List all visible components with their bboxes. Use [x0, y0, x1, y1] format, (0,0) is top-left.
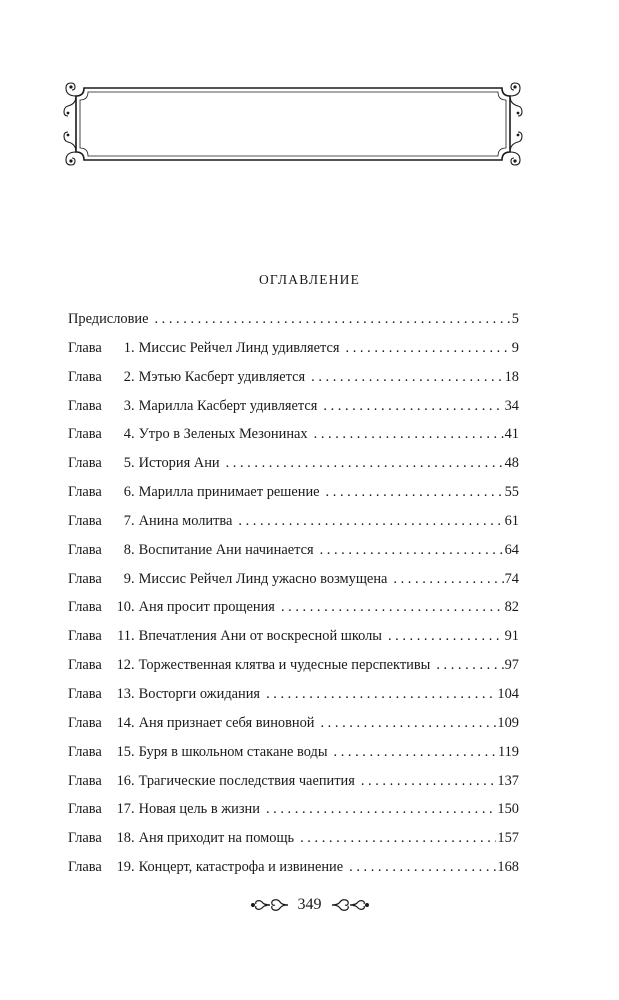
toc-entry-title: Утро в Зеленых Мезонинах: [138, 426, 308, 443]
toc-entry-page: 5: [511, 311, 519, 327]
toc-entry-page: 9: [511, 339, 519, 356]
toc-dot-leader: [393, 571, 503, 588]
toc-entry-page: 41: [504, 426, 519, 443]
toc-entry-prefix: Глава: [68, 368, 102, 385]
toc-entry-number: 17: [116, 801, 131, 818]
toc-entry-title: Аня признает себя виновной: [138, 714, 315, 731]
toc-entry-page: 34: [504, 397, 519, 414]
toc-dot-leader: [226, 455, 504, 472]
page-footer: [0, 896, 619, 914]
toc-entry-title: Новая цель в жизни: [138, 801, 260, 818]
toc-entry-page: 48: [504, 455, 519, 472]
toc-entry: [68, 455, 519, 484]
toc-entry: [68, 513, 519, 542]
toc-entry-number: 3: [123, 397, 131, 414]
toc-entry: [68, 542, 519, 571]
toc-entry: [68, 830, 519, 859]
toc-dot-leader: [314, 426, 504, 443]
toc-dot-leader: [388, 628, 504, 645]
toc-entry-number: 5: [123, 455, 131, 472]
toc-entry-number: 9: [123, 570, 131, 587]
toc-entry-title: Марилла Касберт удивляется: [138, 397, 318, 414]
toc-entry-number-dot: .: [131, 628, 135, 645]
toc-entry: [68, 340, 519, 369]
toc-entry-number: 4: [123, 426, 131, 443]
toc-entry-number-dot: .: [131, 685, 135, 702]
toc-entry-title: Буря в школьном стакане воды: [138, 743, 328, 760]
toc-entry-prefix: Глава: [68, 512, 102, 529]
toc-entry-number: 13: [116, 685, 131, 702]
toc-dot-leader: [238, 513, 503, 530]
toc-entry: [68, 311, 519, 340]
toc-entry-number: 2: [123, 368, 131, 385]
toc-dot-leader: [320, 542, 504, 559]
toc-entry-number-dot: .: [131, 599, 135, 616]
flourish-left-icon: [250, 897, 290, 913]
toc-entry-title: Трагические последствия чаепития: [138, 772, 355, 789]
toc-dot-leader: [323, 398, 503, 415]
toc-entry-number: 19: [116, 859, 131, 876]
toc-entry-page: 119: [497, 743, 519, 760]
toc-entry-prefix: Глава: [68, 599, 102, 616]
toc-entry-number: 14: [116, 714, 131, 731]
toc-entry: [68, 715, 519, 744]
toc-entry-prefix: Глава: [68, 801, 102, 818]
toc-entry: [68, 859, 519, 888]
toc-entry-prefix: Глава: [68, 455, 102, 472]
toc-entry-prefix: Глава: [68, 628, 102, 645]
toc-entry: [68, 369, 519, 398]
ornamental-frame-icon: [62, 82, 524, 166]
toc-entry-number-dot: .: [131, 772, 135, 789]
toc-entry-number-dot: .: [131, 512, 135, 529]
toc-entry-number: 15: [116, 743, 131, 760]
toc-entry-prefix: Глава: [68, 570, 102, 587]
toc-entry-title: Аня приходит на помощь: [138, 830, 295, 847]
toc-entry-number-dot: .: [131, 339, 135, 356]
toc-dot-leader: [326, 484, 504, 501]
toc-entry-number-dot: .: [131, 743, 135, 760]
toc-entry-page: 168: [497, 859, 519, 876]
toc-entry-prefix: Предисловие: [68, 311, 149, 327]
toc-entry-number-dot: .: [131, 859, 135, 876]
toc-entry: [68, 744, 519, 773]
toc-entry-number-dot: .: [131, 570, 135, 587]
toc-entry-page: 150: [497, 801, 519, 818]
toc-dot-leader: [266, 686, 496, 703]
toc-entry-prefix: Глава: [68, 830, 102, 847]
toc-entry-number-dot: .: [131, 714, 135, 731]
toc-entry: [68, 628, 519, 657]
toc-entry: [68, 484, 519, 513]
toc-entry-title: Миссис Рейчел Линд удивляется: [138, 339, 340, 356]
toc-dot-leader: [266, 801, 496, 818]
flourish-right-icon: [330, 897, 370, 913]
toc-entry-number-dot: .: [131, 657, 135, 674]
toc-entry-number-dot: .: [131, 397, 135, 414]
toc-dot-leader: [346, 340, 511, 357]
toc-entry-title: Аня просит прощения: [138, 599, 275, 616]
toc-entry-number-dot: .: [131, 801, 135, 818]
toc-entry-number-dot: .: [131, 426, 135, 443]
toc-entry-prefix: Глава: [68, 397, 102, 414]
toc-entry-page: 64: [504, 541, 519, 558]
toc-entry: [68, 657, 519, 686]
toc-entry-prefix: Глава: [68, 339, 102, 356]
toc-heading: ОГЛАВЛЕНИЕ: [258, 272, 361, 287]
toc-entry-page: 61: [504, 512, 519, 529]
toc-dot-leader: [361, 773, 497, 790]
toc-entry-title: Концерт, катастрофа и извинение: [138, 859, 344, 876]
toc-entry-number-dot: .: [131, 368, 135, 385]
toc-entry-prefix: Глава: [68, 714, 102, 731]
toc-entry: [68, 398, 519, 427]
toc-dot-leader: [281, 599, 504, 616]
toc-entry-page: 82: [504, 599, 519, 616]
toc-entry: [68, 686, 519, 715]
toc-entry-number-dot: .: [131, 541, 135, 558]
toc-entry-title: Торжественная клятва и чудесные перспективы: [138, 657, 431, 674]
toc-entry-number: 16: [116, 772, 131, 789]
toc-entry-title: Воспитание Ани начинается: [138, 541, 314, 558]
toc-entry-number-dot: .: [131, 484, 135, 501]
toc-entry-title: Анина молитва: [138, 512, 233, 529]
toc-entry-prefix: Глава: [68, 426, 102, 443]
toc-entry-page: 137: [497, 772, 519, 789]
toc-entry-title: Мэтью Касберт удивляется: [138, 368, 306, 385]
toc-dot-leader: [436, 657, 503, 674]
toc-entry-prefix: Глава: [68, 685, 102, 702]
page-number: 349: [297, 896, 322, 913]
toc-entry-prefix: Глава: [68, 743, 102, 760]
toc-entry-page: 91: [504, 628, 519, 645]
toc-dot-leader: [300, 830, 496, 847]
toc-entry-title: Восторги ожидания: [138, 685, 261, 702]
toc-dot-leader: [334, 744, 497, 761]
toc-entry-number: 10: [116, 599, 131, 616]
toc-entry-number: 6: [123, 484, 131, 501]
toc-entry-number-dot: .: [131, 830, 135, 847]
toc-entry-page: 74: [504, 570, 519, 587]
toc-entry-page: 97: [504, 657, 519, 674]
toc-entry-number: 7: [123, 512, 131, 529]
toc-dot-leader: [311, 369, 503, 386]
toc-entry-page: 109: [497, 714, 519, 731]
toc-entry-page: 18: [504, 368, 519, 385]
toc-entry-prefix: Глава: [68, 541, 102, 558]
toc-entry-number: 12: [116, 657, 131, 674]
toc-entry: [68, 571, 519, 600]
toc-entry: [68, 426, 519, 455]
toc-entry-prefix: Глава: [68, 484, 102, 501]
toc-entry-prefix: Глава: [68, 772, 102, 789]
toc-entry-number-dot: .: [131, 455, 135, 472]
toc-entry-number: 18: [116, 830, 131, 847]
toc-entry: [68, 773, 519, 802]
toc-entry-prefix: Глава: [68, 859, 102, 876]
toc-entry-title: Миссис Рейчел Линд ужасно возмущена: [138, 570, 388, 587]
toc-dot-leader: [349, 859, 496, 876]
toc-entry-number: 11: [117, 628, 131, 645]
toc-entry: [68, 801, 519, 830]
toc-entry-title: Марилла принимает решение: [138, 484, 320, 501]
toc-dot-leader: [154, 311, 510, 328]
toc-dot-leader: [320, 715, 496, 732]
toc-entry-prefix: Глава: [68, 657, 102, 674]
toc-entry-title: История Ани: [138, 455, 220, 472]
table-of-contents: [68, 311, 519, 888]
toc-entry-title: Впечатления Ани от воскресной школы: [138, 628, 382, 645]
toc-entry-number: 8: [123, 541, 131, 558]
toc-entry-page: 157: [497, 830, 519, 847]
toc-entry-page: 104: [497, 685, 519, 702]
toc-entry: [68, 599, 519, 628]
toc-entry-number: 1: [123, 339, 131, 356]
toc-entry-page: 55: [504, 484, 519, 501]
